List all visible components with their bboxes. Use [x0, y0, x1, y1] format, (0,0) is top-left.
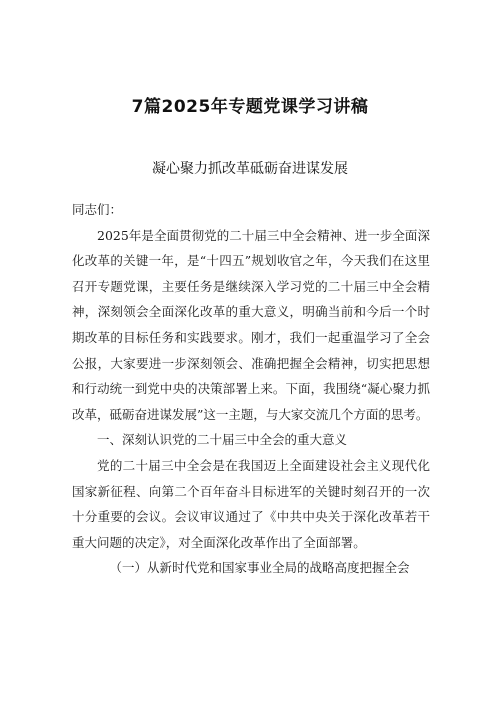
- sub-section-heading: （一）从新时代党和国家事业全局的战略高度把握全会: [109, 560, 410, 576]
- document-body: [72, 197, 430, 581]
- section-heading: 一、深刻认识党的二十届三中全会的重大意义: [97, 432, 348, 448]
- document-subtitle: 凝心聚力抓改革砥砺奋进谋发展: [152, 161, 348, 177]
- salutation: 同志们：: [72, 202, 123, 217]
- document-title: 7篇2025年专题党课学习讲稿: [131, 97, 369, 117]
- body-paragraph: 党的二十届三中全会是在我国迈上全面建设社会主义现代化国家新征程、向第二个百年奋斗目标进军的关键时刻召开的一次十分重要的会议。会议审议通过了《中共中央关于深化改革若干重大问题的决定》，对全面深化改革作出了全面部署。: [72, 457, 430, 550]
- body-paragraph: 2025年是全面贯彻党的二十届三中全会精神、进一步全面深化改革的关键一年，是“十四五”规划收官之年，今天我们在这里召开专题党课，主要任务是继续深入学习党的二十届三中全会精神，深刻领会全面深化改革的重大意义，明确当前和今后一个时期改革的目标任务和实践要求。刚才，我们一起重温学习了全会公报，大家要进一步深刻领会、准确把握全会精神，切实把思想和行动统一到党中央的决策部署上来。下面，我围绕“凝心聚力抓改革，砥砺奋进谋发展”这一主题，与大家交流几个方面的思考。: [72, 227, 430, 422]
